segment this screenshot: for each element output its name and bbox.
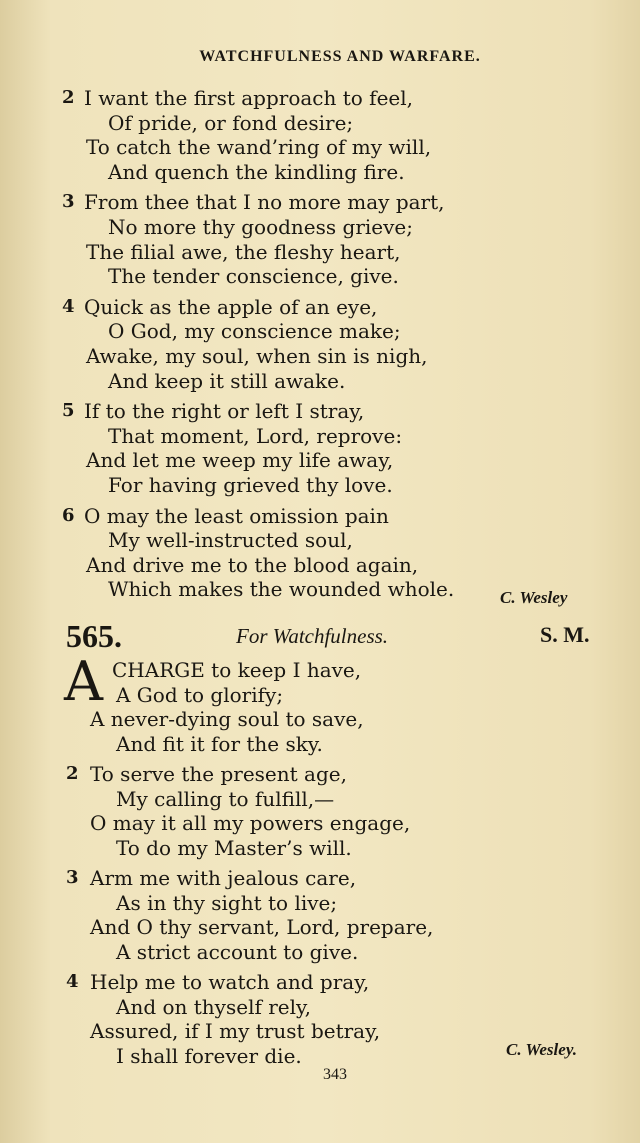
verse-line: The tender conscience, give. [108,264,399,289]
stanza-number: 2 [62,87,75,108]
verse-line: For having grieved thy love. [108,473,393,497]
verse-line: Which makes the wounded whole. [108,577,455,602]
page-number: 343 [323,1066,347,1083]
verse-line: That moment, Lord, reprove: [108,423,403,448]
verse-line: As in thy sight to live; [116,890,338,915]
verse-line: My calling to fulfill,— [116,786,335,811]
verse-line: A never-dying soul to save, [90,707,364,732]
verse-line: O God, my conscience make; [108,319,401,344]
hymn-attribution: C. Wesley. [506,1040,577,1059]
verse-line: And quench the kindling fire. [108,159,405,184]
verse-line: To catch the wand’ring of my will, [86,135,432,160]
verse-line: Arm me with jealous care, [90,866,357,890]
verse-line: I shall forever die. [116,1043,302,1068]
verse-line: From thee that I no more may part, [84,190,445,215]
verse-line: And let me weep my life away, [86,448,394,473]
verse-line: O may it all my powers engage, [90,811,411,836]
verse-line: And drive me to the blood again, [86,552,419,577]
verse-line: CHARGE to keep I have, [112,658,362,682]
verse-line: And O thy servant, Lord, prepare, [90,915,434,940]
stanza-number: 3 [62,191,75,213]
previous-hymn-attribution: C. Wesley [500,588,568,607]
stanza-number: 4 [62,295,75,317]
verse-line: The filial awe, the fleshy heart, [86,239,401,264]
verse-line: Of pride, or fond desire; [108,110,354,135]
verse-line: My well-instructed soul, [108,528,353,553]
verse-line: A God to glorify; [116,682,284,707]
verse-line: If to the right or left I stray, [84,399,365,424]
verse-line: To do my Master’s will. [116,835,352,860]
stanza-number: 6 [62,504,75,526]
drop-cap: A [64,650,103,713]
verse-line: Help me to watch and pray, [90,970,370,994]
verse-line: Awake, my soul, when sin is nigh, [86,344,428,368]
stanza-number: 5 [62,400,75,422]
verse-line: I want the first approach to feel, [84,86,414,110]
hymn-meter: S. M. [540,622,590,647]
verse-line: To serve the present age, [90,762,347,786]
stanza-number: 4 [66,971,79,992]
stanza-number: 3 [66,867,79,888]
verse-line: O may the least omission pain [84,503,389,528]
verse-line: And fit it for the sky. [116,731,323,756]
verse-line: No more thy goodness grieve; [108,215,413,239]
verse-line: And keep it still awake. [108,368,346,393]
hymn-number: 565. [66,618,122,654]
verse-line: Quick as the apple of an eye, [84,294,378,319]
stanza-number: 2 [66,763,79,784]
running-head: WATCHFULNESS AND WARFARE. [199,48,481,65]
verse-line: Assured, if I my trust betray, [90,1019,381,1044]
hymn-title: For Watchfulness. [236,624,389,648]
verse-line: A strict account to give. [116,939,359,964]
verse-line: And on thyself rely, [116,994,312,1019]
